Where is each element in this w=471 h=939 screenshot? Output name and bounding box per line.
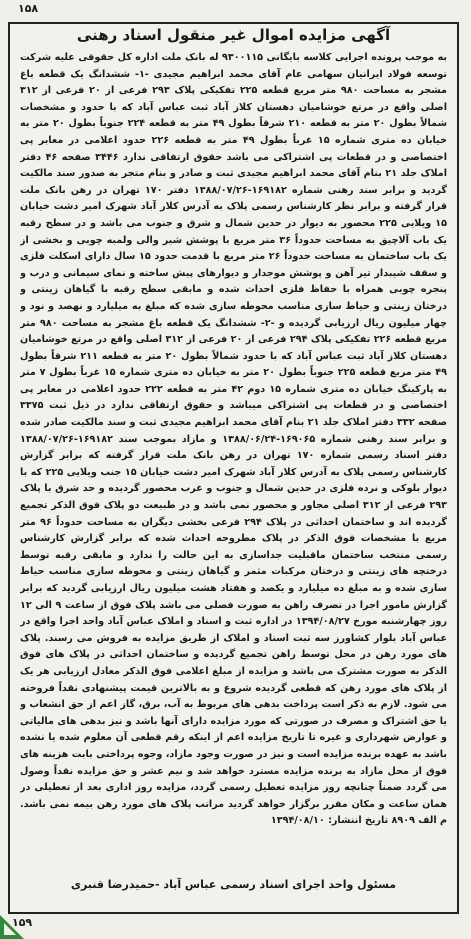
notice-frame	[8, 22, 459, 914]
page-number-bottom: ۱۵۹	[12, 916, 33, 929]
publisher-logo-icon	[0, 905, 34, 939]
notice-signature: مسئول واحد اجرای اسناد رسمی عباس آباد -حمیدرضا قنبری	[70, 878, 397, 891]
notice-body: به موجب پرونده اجرایی کلاسه بایگانی ۹۳۰۰۱۱۵ له بانک ملت اداره کل حقوقی علیه شرکت توسعه فولاد ایرانیان سهامی عام آقای محمد ابراهیم مجیدی -۱- ششدانگ یک قطعه باغ مشجر به مساحت ۹۸۰ متر مربع قطعه ۲۲۵ تفکیکی پلاک ۲۹۳ فرعی از ۲۰ فرعی از ۳۱۲ اصلی واقع در مرتع خوشامیان دهستان کلاز آباد ثبت عباس آباد که با حدود و مشخصات شمالاً بطول ۲۰ متر به قطعه ۲۱۰ شرقاً بطول ۴۹ متر به قطعه ۲۲۴ جنوباً بطول ۲۰ متر به خیابان ده متری شماره ۱۵ غرباً بطول ۴۹ متر به قطعه ۲۲۶ حدود اعلامی در معابر پی اختصاصی و در قطعات پی اشتراکی می باشد حقوق ارتفاقی ندارد ۳۴۴۶ صفحه ۴۶ دفتر املاک جلد ۲۱ بنام آقای محمد ابراهیم مجیدی ثبت و صادر و بنام متجر به صدور سند مالکیت گردید و برابر سند رهنی شماره ۱۶۹۱۸۲-۱۳۸۸/۰۷/۲۶ دفتر ۱۷۰ تهران در رهن بانک ملت قرار گرفته و برابر نظر کارشناس رسمی پلاک به آدرس کلار آباد شهرک امیر دشت خیابان ۱۵ ویلایی ۲۲۵ محصور به دیوار در حدین شمال و شرق و جنوب می باشد و در سطح رقبه یک باب آلاچیق به مساحت حدوداً ۳۶ متر مربع با پوشش شیر والی ولمبه چوبی و بخشی از یک باب ساختمان به مساحت حدوداً ۲۶ متر مربع با قدمت حدود ۱۵ سال دارای اسکلت فلزی و سقف شیبدار تیر آهن و پوشش موجدار و دیوارهای پیش ساخته و نمای سیمانی و درب و پنجره چوبی همراه با حفاظ فلزی احداث شده و مابقی سطح رقبه با گیاهان زینتی و درختان زینتی و حیاط سازی مناسب محوطه سازی شده که مبلغ به میلیارد و نهصد و نود و چهار میلیون ریال ارزیابی گردیده و -۲- ششدانگ یک قطعه باغ مشجر به مساحت ۹۸۰ متر مربع قطعه ۲۲۶ تفکیکی پلاک ۲۹۴ فرعی از ۲۰ فرعی از ۳۱۲ اصلی واقع در مرتع خوشامیان دهستان کلاز آباد ثبت عباس آباد که با حدود شمالاً بطول ۲۰ متر به قطعه ۲۱۱ شرقاً بطول ۴۹ متر مربع قطعه ۲۲۵ جنوباً بطول ۲۰ متر به خیابان ده متری شماره ۱۵ غرباً بطول ۷ متر به پارکینگ خیابان ده متری شماره ۱۵ دوم ۴۲ متر به قطعه ۲۲۲ حدود اعلامی در معابر پی اختصاصی و در قطعات پی اشتراکی میباشد و حقوق ارتفاقی ندارد در ذیل ثبت ۳۳۷۵ صفحه ۳۳۲ دفتر املاک جلد ۲۱ بنام آقای محمد ابراهیم مجیدی ثبت و سند مالکیت صادر شده و برابر سند رهنی شماره ۱۶۹۰۶۵-۱۳۸۸/۰۶/۲۴ و مازاد بموجب سند ۱۶۹۱۸۲-۱۳۸۸/۰۷/۲۶ دفتر اسناد رسمی شماره ۱۷۰ تهران در رهن بانک ملت قرار گرفته که برابر گزارش کارشناس رسمی پلاک به آدرس کلار آباد شهرک امیر دشت خیابان ۱۵ جنب ویلایی ۲۲۵ که با دیوار بلوکی و نرده فلزی در حدین شمال و جنوب و غرب محصور گردیده و حد شرق با پلاک ۲۹۳ فرعی از ۳۱۲ اصلی مجاور و محصور نمی باشد و در طبیعت دو پلاک فوق الذکر تجمیع گردیده اند و ساختمان احداثی در پلاک ۲۹۴ فرعی بخشی دیگران به مساحت حدوداً ۹۶ متر مربع با مشخصات فوق الذکر در پلاک مطروحه احداث شده که برابر گزارش کارشناس رسمی منتخب ساختمان ماقبلیت جداسازی به این حالت را ندارد و مابقی رقبه توسط درختچه های زینتی و درختان مرکبات مثمر و گیاهان زینتی و محوطه سازی مناسب حیاط سازی شده و به مبلغ ده میلیارد و یکصد و هفتاد هشت میلیون ریال ارزیابی گردید که برابر گزارش مامور اجرا در تصرف راهن به صورت فصلی می باشد پلاک فوق از ساعت ۹ الی ۱۲ روز چهارشنبه مورخ ۱۳۹۴/۰۸/۲۷ در اداره ثبت و اسناد و املاک عباس آباد واحد اجرا واقع در عباس آباد بلوار کشاورز سه ثبت اسناد و املاک از طریق مزایده به فروش می رسند. پلاک های مورد رهن در محل توسط راهن تجمیع گردیده و ساختمان احداثی در پلاک های فوق الذکر به صورت مشترک می باشد و مزایده از مبلغ اعلامی فوق الذکر معادل ارزیابی هر یک از پلاک های مورد رهن که قطعی گردیده شروع و به بالاترین قیمت پیشنهادی نقداً فروخته می شود. لازم به ذکر است پرداخت بدهی های مربوط به آب، برق، گاز اعم از حق انشعاب و یا حق اشتراک و مصرف در صورتی که مورد مزایده دارای آنها باشد و نیز بدهی های مالیاتی و عوارض شهرداری و غیره تا تاریخ مزایده اعم از اینکه رقم قطعی آن معلوم شده یا نشده باشد به عهده برنده مزایده است و نیز در صورت وجود مازاد، وجوه پرداختی بابت هزینه های فوق از محل مازاد به برنده مزایده مسترد خواهد شد و نیم عشر و حق مزایده نقداً وصول می گردد ضمناً چنانچه روز مزایده تعطیل رسمی گردد، مزایده روز اداری بعد از تعطیلی در همان ساعت و مکان مقرر برگزار خواهد گردید مراتب پلاک های مورد رهن بیمه نمی باشد. م الف ۸۹۰۹ تاریخ انتشار: ۱۳۹۴/۰۸/۱۰	[20, 52, 447, 827]
notice-title: آگهی مزایده اموال غیر منقول اسناد رهنی	[76, 26, 391, 44]
page-number-top: ۱۵۸	[18, 2, 39, 15]
